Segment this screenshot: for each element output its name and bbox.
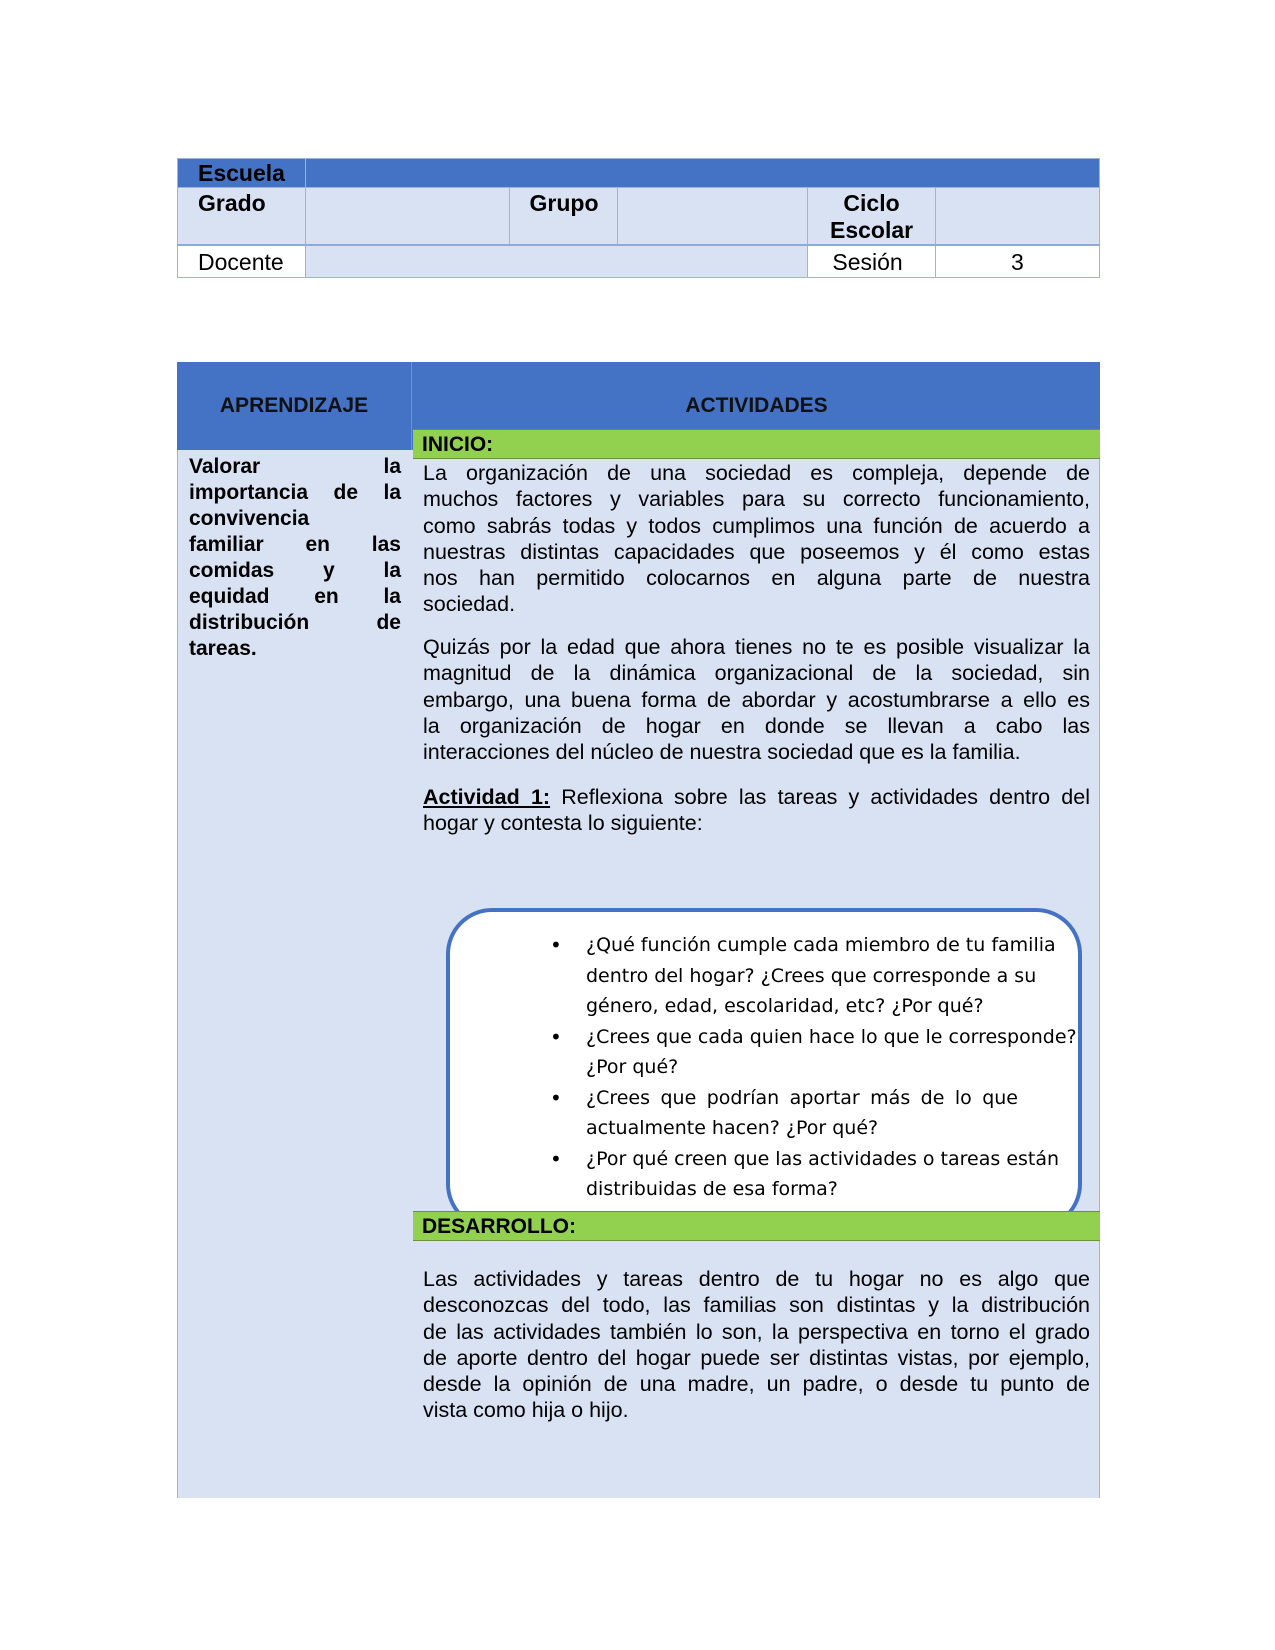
questions-box — [446, 908, 1082, 1230]
aprendizaje-line: distribución de — [189, 611, 401, 634]
bullet-icon: • — [550, 933, 562, 957]
text-line: ¿Crees que cada quien hace lo que le corresponde? — [586, 1025, 1077, 1048]
grado-value-field[interactable] — [306, 188, 509, 246]
desarrollo-paragraph — [423, 1266, 1090, 1424]
text-line: Quizás por la edad que ahora tienes no te es posible visualizar la — [423, 635, 1090, 659]
inicio-paragraph-2 — [423, 634, 1090, 765]
text-line: como sabrás todas y todos cumplimos una función de acuerdo a — [423, 513, 1090, 538]
bullet-icon: • — [550, 1085, 562, 1110]
text-line: ¿Por qué creen que las actividades o tareas están — [586, 1147, 1060, 1170]
text-line: Las actividades y tareas dentro de tu hogar no es algo que — [423, 1267, 1090, 1291]
actividad-1-instruction — [423, 784, 1090, 837]
question-item — [550, 1144, 1060, 1205]
grupo-value-field[interactable] — [617, 188, 807, 246]
docente-label-cell — [178, 245, 306, 277]
sesion-value: 3 — [1010, 249, 1024, 275]
text-line: dentro del hogar? ¿Crees que corresponde a su — [586, 964, 1037, 987]
header-info-table — [177, 158, 1100, 278]
sesion-label-cell — [808, 245, 935, 277]
text-line: embargo, una buena forma de abordar y acostumbrarse a ello es — [423, 687, 1090, 712]
docente-label: Docente — [198, 249, 284, 275]
bullet-icon: • — [550, 1024, 562, 1049]
text-line: sociedad. — [423, 592, 516, 617]
inicio-title: INICIO: — [422, 433, 494, 456]
aprendizaje-line: Valorar la — [189, 455, 401, 478]
question-item — [550, 1083, 1018, 1144]
text-line: hogar y contesta lo siguiente: — [423, 811, 703, 836]
text-line: magnitud de la dinámica organizacional de la sociedad, sin — [423, 661, 1090, 686]
aprendizaje-line: comidas y la — [189, 559, 401, 582]
ciclo-label-line1: Ciclo — [843, 190, 900, 216]
text-line: la organización de hogar en donde se llevan a cabo las — [423, 713, 1090, 738]
aprendizaje-column-header: APRENDIZAJE — [219, 394, 369, 417]
aprendizaje-line: familiar en las — [189, 533, 401, 556]
bullet-icon: • — [550, 1146, 562, 1171]
escuela-value-field[interactable] — [306, 159, 1100, 188]
actividad-1-text: Reflexiona sobre las tareas y actividades dentro del — [550, 785, 1090, 809]
text-line: ¿Crees que podrían aportar más de lo que — [586, 1086, 1018, 1109]
question-item — [550, 1022, 1077, 1083]
text-line: vista como hija o hijo. — [423, 1398, 629, 1423]
text-line: de aporte dentro del hogar puede ser distintas vistas, por ejemplo, — [423, 1345, 1090, 1370]
grupo-label: Grupo — [529, 190, 599, 216]
question-item — [550, 930, 1056, 1022]
text-line: interacciones del núcleo de nuestra sociedad que es la familia. — [423, 740, 1021, 765]
sesion-label: Sesión — [832, 249, 903, 275]
text-line: actualmente hacen? ¿Por qué? — [586, 1117, 879, 1139]
text-line: desde la opinión de una madre, un padre, o desde tu punto de — [423, 1372, 1090, 1397]
text-line: de las actividades también lo son, la perspectiva en torno el grado — [423, 1319, 1090, 1344]
inicio-paragraph-1 — [423, 460, 1090, 618]
ciclo-escolar-label-cell — [808, 188, 935, 246]
text-line: La organización de una sociedad es compleja, depende de — [423, 461, 1090, 485]
text-line: nuestras distintas capacidades que poseemos y él como estas — [423, 539, 1090, 564]
text-line: ¿Por qué? — [586, 1056, 679, 1078]
aprendizaje-line: tareas. — [189, 637, 257, 660]
ciclo-escolar-value-field[interactable] — [935, 188, 1099, 246]
desarrollo-section-header — [413, 1211, 1100, 1241]
ciclo-label-line2: Escolar — [829, 217, 914, 243]
text-line: desconozcas del todo, las familias son distintas y la distribución — [423, 1293, 1090, 1318]
sesion-value-cell — [935, 245, 1099, 277]
lesson-plan-table — [177, 362, 1100, 1498]
grupo-label-cell — [509, 188, 617, 246]
escuela-label-cell — [178, 159, 306, 188]
text-line: muchos factores y variables para su correcto funcionamiento, — [423, 487, 1090, 512]
text-line: nos han permitido colocarnos en alguna parte de nuestra — [423, 566, 1090, 591]
actividad-1-label: Actividad 1: — [423, 785, 551, 809]
text-line: género, edad, escolaridad, etc? ¿Por qué? — [586, 995, 984, 1017]
aprendizaje-line: convivencia — [189, 507, 310, 530]
actividades-column-header: ACTIVIDADES — [411, 362, 1101, 450]
text-line — [423, 784, 1090, 810]
aprendizaje-text — [189, 454, 401, 662]
inicio-section-header — [413, 429, 1100, 459]
escuela-label: Escuela — [198, 160, 285, 186]
grado-label: Grado — [198, 190, 266, 216]
text-line: ¿Qué función cumple cada miembro de tu familia — [586, 934, 1056, 956]
aprendizaje-line: equidad en la — [189, 585, 401, 608]
docente-value-field[interactable] — [306, 245, 808, 277]
questions-list — [550, 930, 1077, 1205]
grado-label-cell — [178, 188, 306, 246]
aprendizaje-line: importancia de la — [189, 481, 401, 504]
text-line: distribuidas de esa forma? — [586, 1178, 838, 1200]
desarrollo-title: DESARROLLO: — [422, 1215, 576, 1238]
